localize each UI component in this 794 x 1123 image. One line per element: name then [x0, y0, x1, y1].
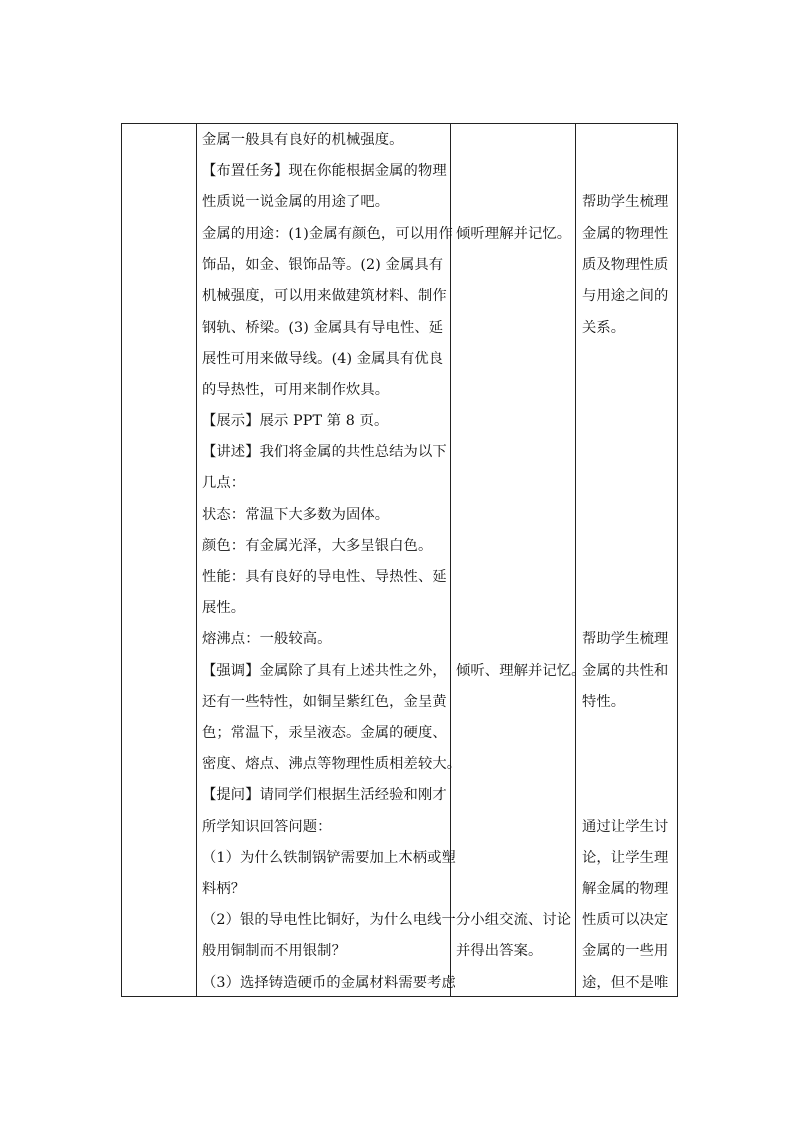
- intent-line: 金属的一些用: [582, 943, 669, 959]
- content-line: （3）选择铸造硬币的金属材料需要考虑: [202, 975, 456, 991]
- content-line: 【布置任务】现在你能根据金属的物理: [202, 163, 447, 179]
- content-line: 状态：常温下大多数为固体。: [202, 507, 390, 523]
- content-line: （2）银的导电性比铜好，为什么电线一: [202, 912, 456, 928]
- content-line: 几点：: [202, 475, 246, 491]
- intent-line: 论，让学生理: [582, 850, 669, 866]
- student-line: 倾听理解并记忆。: [456, 226, 572, 242]
- content-line: 色；常温下，汞呈液态。金属的硬度、: [202, 725, 447, 741]
- content-line: 般用铜制而不用银制？: [202, 943, 346, 959]
- intent-line: 通过让学生讨: [582, 819, 669, 835]
- content-line: 性质说一说金属的用途了吧。: [202, 194, 390, 210]
- content-line: 金属的用途：(1)金属有颜色，可以用作: [202, 226, 453, 242]
- lesson-plan-table: [121, 123, 678, 997]
- intent-line: 性质可以决定: [582, 912, 669, 928]
- content-line: 还有一些特性，如铜呈紫红色，金呈黄: [202, 694, 447, 710]
- content-line: 饰品，如金、银饰品等。(2) 金属具有: [202, 257, 444, 273]
- content-line: 【提问】请同学们根据生活经验和刚才: [202, 787, 447, 803]
- content-line: 钢轨、桥梁。(3) 金属具有导电性、延: [202, 320, 444, 336]
- content-line: 金属一般具有良好的机械强度。: [202, 132, 404, 148]
- intent-line: 质及物理性质: [582, 257, 669, 273]
- content-line: 熔沸点：一般较高。: [202, 631, 332, 647]
- content-line: 展性可用来做导线。(4) 金属具有优良: [202, 351, 444, 367]
- content-line: 机械强度，可以用来做建筑材料、制作: [202, 288, 447, 304]
- content-line: 料柄？: [202, 881, 246, 897]
- student-line: 并得出答案。: [456, 943, 543, 959]
- intent-line: 帮助学生梳理: [582, 194, 669, 210]
- student-line: 倾听、理解并记忆。: [456, 663, 586, 679]
- intent-line: 途，但不是唯: [582, 975, 669, 991]
- content-line: 所学知识回答问题：: [202, 819, 332, 835]
- column-teacher-activity: [202, 124, 462, 996]
- student-line: 分小组交流、讨论: [456, 912, 572, 928]
- content-line: 性能：具有良好的导电性、导热性、延: [202, 569, 447, 585]
- content-line: 【展示】展示 PPT 第 8 页。: [202, 413, 389, 429]
- column-design-intent: [582, 124, 678, 996]
- column-divider: [575, 124, 576, 996]
- content-line: 的导热性，可用来制作炊具。: [202, 382, 390, 398]
- intent-line: 特性。: [582, 694, 626, 710]
- content-line: 颜色：有金属光泽，大多呈银白色。: [202, 538, 433, 554]
- column-stage: [122, 124, 196, 996]
- intent-line: 与用途之间的: [582, 288, 669, 304]
- intent-line: 帮助学生梳理: [582, 631, 669, 647]
- intent-line: 解金属的物理: [582, 881, 669, 897]
- content-line: 密度、熔点、沸点等物理性质相差较大。: [202, 756, 462, 772]
- content-line: 展性。: [202, 600, 246, 616]
- content-line: 【强调】金属除了具有上述共性之外，: [202, 663, 447, 679]
- content-line: 【讲述】我们将金属的共性总结为以下: [202, 444, 447, 460]
- content-line: （1）为什么铁制锅铲需要加上木柄或塑: [202, 850, 456, 866]
- column-divider: [196, 124, 197, 996]
- intent-line: 金属的物理性: [582, 226, 669, 242]
- column-student-activity: [456, 124, 586, 996]
- intent-line: 金属的共性和: [582, 663, 669, 679]
- intent-line: 关系。: [582, 320, 626, 336]
